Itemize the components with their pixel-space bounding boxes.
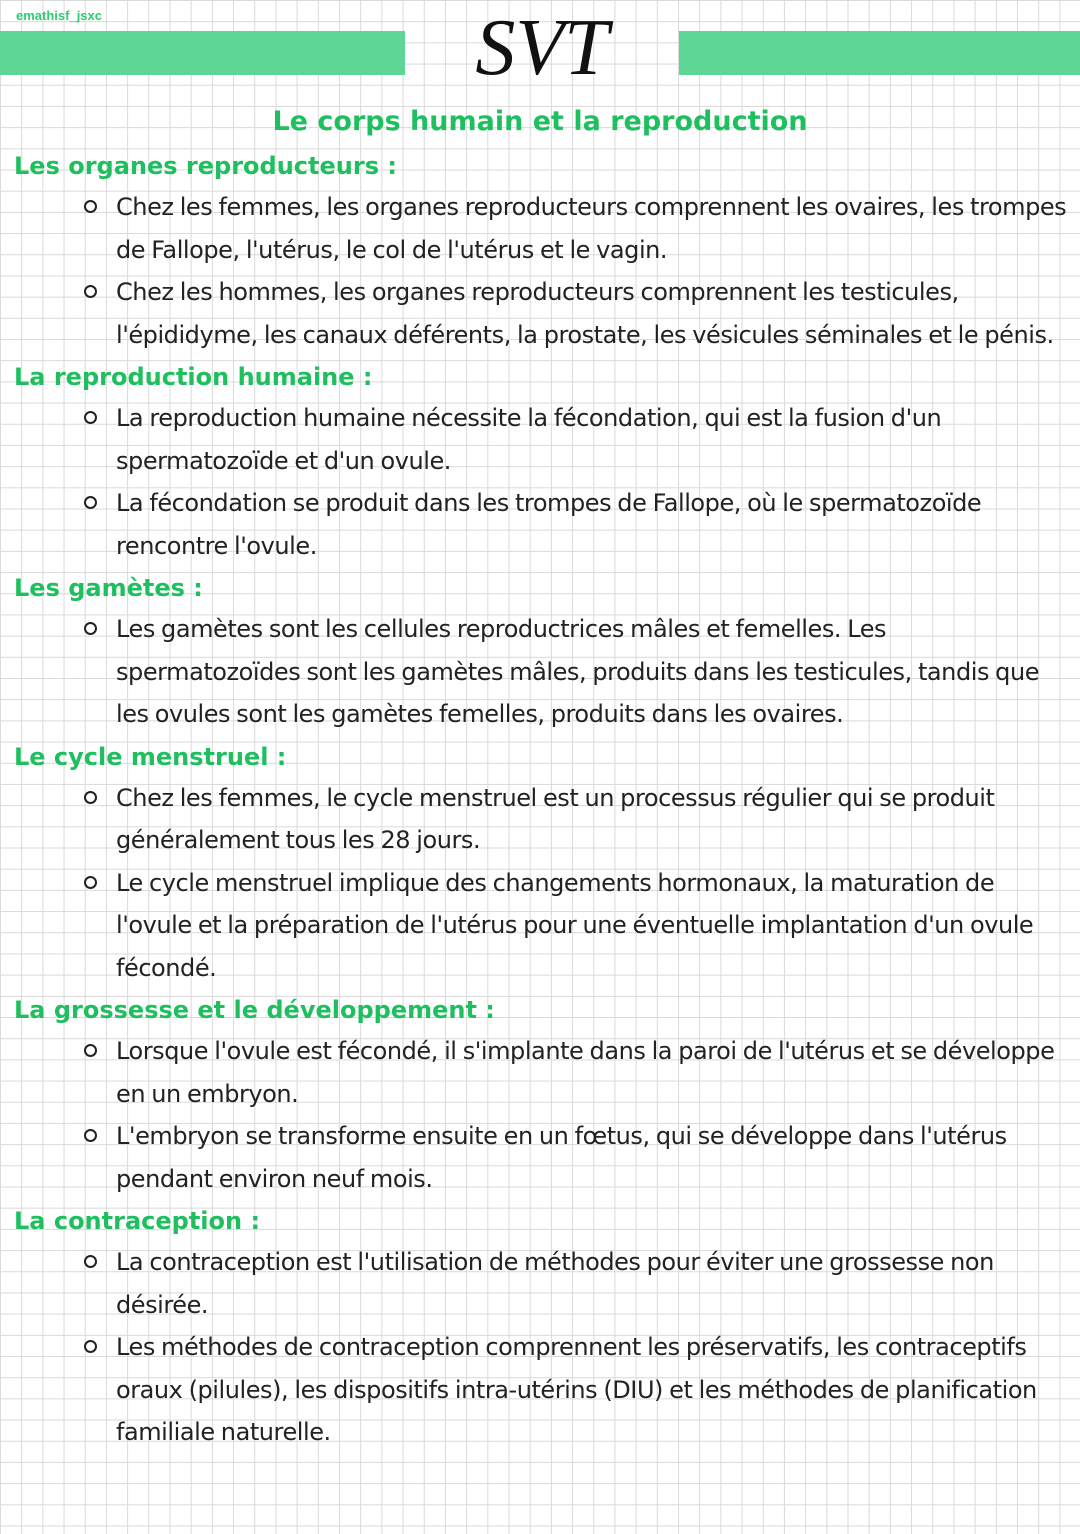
circle-bullet-icon: [84, 876, 97, 889]
list-item: [14, 186, 1074, 271]
list-item: [14, 482, 1074, 567]
section-heading: La contraception :: [14, 1207, 261, 1235]
list-item: [14, 777, 1074, 862]
circle-bullet-icon: [84, 285, 97, 298]
list-item-text: Chez les hommes, les organes reproducteurs comprennent les testicules, l'épididyme, les canaux déférents, la prostate, les vésicules séminales et le pénis.: [116, 278, 1054, 349]
section-contraception: [14, 1200, 1074, 1454]
list-item: [14, 862, 1074, 990]
list-item-text: L'embryon se transforme ensuite en un fœtus, qui se développe dans l'utérus pendant environ neuf mois.: [116, 1122, 1007, 1193]
circle-bullet-icon: [84, 1340, 97, 1353]
circle-bullet-icon: [84, 1129, 97, 1142]
section-heading: Le cycle menstruel :: [14, 742, 287, 771]
section-reproduction: [14, 356, 1074, 567]
list-item: [14, 1241, 1074, 1326]
header-band-right: [679, 31, 1080, 75]
author-handle: emathisf_jsxc: [16, 8, 102, 23]
circle-bullet-icon: [84, 791, 97, 804]
list-item: [14, 271, 1074, 356]
section-gametes: [14, 567, 1074, 736]
bullet-list: [14, 777, 1074, 990]
document-title: SVT: [475, 4, 609, 92]
list-item: [14, 1030, 1074, 1115]
list-item: [14, 608, 1074, 736]
section-heading: Les organes reproducteurs :: [14, 152, 397, 180]
list-item-text: Chez les femmes, les organes reproducteurs comprennent les ovaires, les trompes de Fallope, l'utérus, le col de l'utérus et le vagin.: [116, 193, 1067, 264]
notes-content: [14, 145, 1074, 1454]
bullet-list: [14, 1241, 1074, 1454]
list-item: [14, 397, 1074, 482]
circle-bullet-icon: [84, 622, 97, 635]
header-band-left: [0, 31, 405, 75]
document-subtitle: Le corps humain et la reproduction: [272, 106, 808, 137]
section-organes: [14, 145, 1074, 356]
bullet-list: [14, 1030, 1074, 1200]
bullet-list: [14, 186, 1074, 356]
bullet-list: [14, 397, 1074, 567]
list-item: [14, 1115, 1074, 1200]
list-item-text: Le cycle menstruel implique des changements hormonaux, la maturation de l'ovule et la préparation de l'utérus pour une éventuelle implantation d'un ovule fécondé.: [116, 868, 1034, 982]
list-item-text: Lorsque l'ovule est fécondé, il s'implante dans la paroi de l'utérus et se développe en un embryon.: [116, 1037, 1055, 1108]
section-heading: La reproduction humaine :: [14, 363, 373, 391]
list-item-text: Les gamètes sont les cellules reproductrices mâles et femelles. Les spermatozoïdes sont les gamètes mâles, produits dans les testicules, tandis que les ovules sont les gamètes femelles, produits dans les ovaires.: [116, 615, 1040, 728]
circle-bullet-icon: [84, 1044, 97, 1057]
list-item-text: Chez les femmes, le cycle menstruel est un processus régulier qui se produit généralement tous les 28 jours.: [116, 783, 995, 854]
list-item-text: La contraception est l'utilisation de méthodes pour éviter une grossesse non désirée.: [116, 1248, 994, 1319]
section-cycle: [14, 736, 1074, 990]
circle-bullet-icon: [84, 1255, 97, 1268]
circle-bullet-icon: [84, 200, 97, 213]
bullet-list: [14, 608, 1074, 736]
section-heading: Les gamètes :: [14, 574, 203, 602]
list-item-text: Les méthodes de contraception comprennent les préservatifs, les contraceptifs oraux (pilules), les dispositifs intra-utérins (DIU) et les méthodes de planification familiale naturelle.: [116, 1333, 1037, 1446]
section-grossesse: [14, 989, 1074, 1200]
section-heading: La grossesse et le développement :: [14, 996, 495, 1024]
list-item: [14, 1326, 1074, 1454]
circle-bullet-icon: [84, 411, 97, 424]
circle-bullet-icon: [84, 496, 97, 509]
list-item-text: La reproduction humaine nécessite la fécondation, qui est la fusion d'un spermatozoïde et d'un ovule.: [116, 404, 942, 475]
list-item-text: La fécondation se produit dans les trompes de Fallope, où le spermatozoïde rencontre l'ovule.: [116, 489, 982, 560]
